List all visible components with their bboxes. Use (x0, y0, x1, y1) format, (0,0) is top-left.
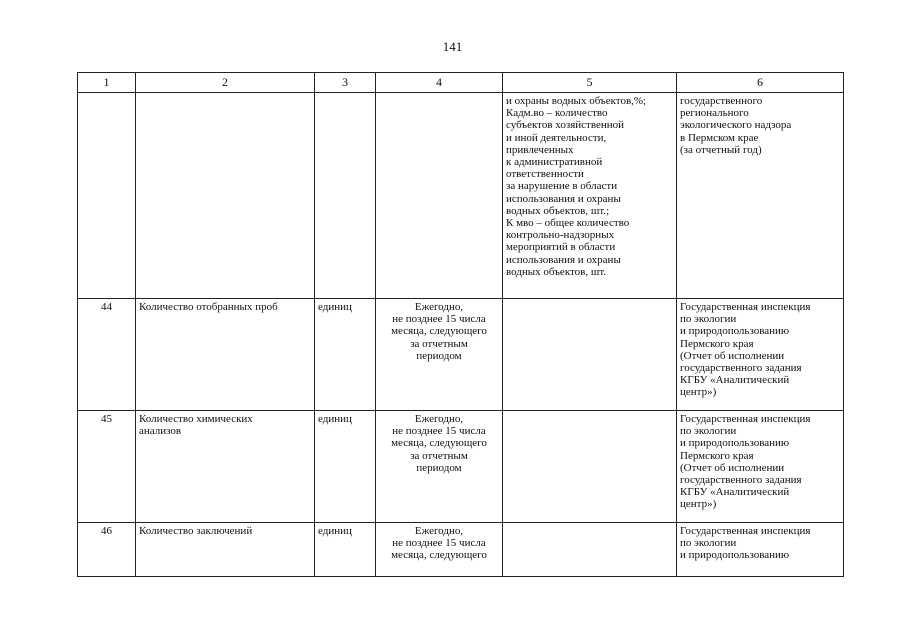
period-cell: Ежегодно, не позднее 15 числа месяца, следующего за отчетным периодом (376, 411, 503, 523)
indicator-name: Количество отобранных проб (136, 299, 315, 411)
indicator-name (136, 93, 315, 299)
formula-cell (503, 299, 677, 411)
formula-cell: и охраны водных объектов,%; Кадм.во – количество субъектов хозяйственной и иной деятельности, привлеченных к административной ответственности за нарушение в области использования и охраны водных объектов, шт.; К мво – общее количество контрольно-надзорных мероприятий в области использования и охраны водных объектов, шт. (503, 93, 677, 299)
column-header: 1 (78, 73, 136, 93)
column-header: 5 (503, 73, 677, 93)
source-cell: Государственная инспекция по экологии и природопользованию (677, 523, 844, 577)
source-cell: Государственная инспекция по экологии и природопользованию Пермского края (Отчет об исполнении государственного задания КГБУ «Аналитический центр») (677, 299, 844, 411)
row-number (78, 93, 136, 299)
row-number: 45 (78, 411, 136, 523)
formula-cell (503, 411, 677, 523)
unit-cell: единиц (315, 523, 376, 577)
table-row (78, 523, 844, 577)
unit-cell (315, 93, 376, 299)
period-cell (376, 93, 503, 299)
column-header: 2 (136, 73, 315, 93)
source-cell: государственного регионального экологического надзора в Пермском крае (за отчетный год) (677, 93, 844, 299)
table-header-row (78, 73, 844, 93)
source-cell: Государственная инспекция по экологии и природопользованию Пермского края (Отчет об исполнении государственного задания КГБУ «Аналитический центр») (677, 411, 844, 523)
formula-cell (503, 523, 677, 577)
indicator-name: Количество химических анализов (136, 411, 315, 523)
page-number: 141 (442, 39, 463, 54)
indicator-name: Количество заключений (136, 523, 315, 577)
column-header: 3 (315, 73, 376, 93)
period-cell: Ежегодно, не позднее 15 числа месяца, следующего за отчетным периодом (376, 299, 503, 411)
unit-cell: единиц (315, 299, 376, 411)
table-row (78, 93, 844, 299)
unit-cell: единиц (315, 411, 376, 523)
table-row (78, 411, 844, 523)
period-cell: Ежегодно, не позднее 15 числа месяца, следующего (376, 523, 503, 577)
indicators-table (77, 72, 844, 577)
column-header: 4 (376, 73, 503, 93)
table-row (78, 299, 844, 411)
column-header: 6 (677, 73, 844, 93)
row-number: 46 (78, 523, 136, 577)
row-number: 44 (78, 299, 136, 411)
